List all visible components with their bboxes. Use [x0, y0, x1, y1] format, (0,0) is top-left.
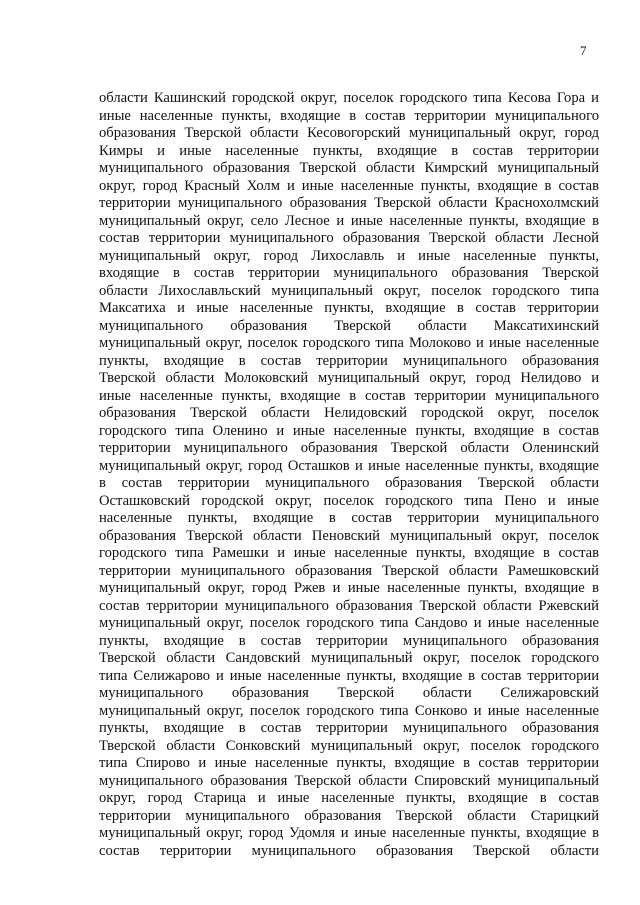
text-line: Тверской области Молоковский муниципальный округ, город Нелидово и	[99, 370, 599, 386]
text-line: муниципального образования Тверской области Кимрский муниципальный	[99, 160, 599, 176]
text-line: населенные пункты, входящие в состав территории муниципального	[99, 510, 599, 526]
text-line: области Лихославльский муниципальный округ, поселок городского типа	[99, 282, 599, 299]
text-line: муниципального образования Тверской области Спировский муниципальный	[99, 772, 599, 789]
text-line: муниципальный округ, село Лесное и иные населенные пункты, входящие в	[99, 212, 599, 229]
text-line: Кимры и иные населенные пункты, входящие в состав территории	[99, 142, 599, 159]
text-line: пункты, входящие в состав территории муниципального образования	[99, 352, 599, 369]
text-line: образования Тверской области Нелидовский городской округ, поселок	[99, 405, 599, 421]
page-number: 7	[580, 43, 587, 58]
body-text	[99, 90, 599, 860]
text-line: в состав территории муниципального образования Тверской области	[99, 475, 599, 491]
text-line: Максатиха и иные населенные пункты, входящие в состав территории	[99, 300, 599, 316]
text-line: муниципальный округ, город Осташков и иные населенные пункты, входящие	[99, 457, 599, 474]
text-line: типа Спирово и иные населенные пункты, входящие в состав территории	[99, 755, 599, 771]
text-line: иные населенные пункты, входящие в состав территории муниципального	[99, 387, 599, 404]
text-line: муниципальный округ, поселок городского типа Сонково и иные населенные	[99, 702, 599, 719]
text-line: состав территории муниципального образования Тверской области Лесной	[99, 230, 599, 246]
text-line: типа Селижарово и иные населенные пункты, входящие в состав территории	[99, 667, 599, 684]
text-line: городского типа Рамешки и иные населенные пункты, входящие в состав	[99, 545, 599, 561]
text-line: муниципальный округ, город Ржев и иные населенные пункты, входящие в	[99, 580, 599, 596]
text-line: образования Тверской области Пеновский муниципальный округ, поселок	[99, 527, 599, 544]
text-line: пункты, входящие в состав территории муниципального образования	[99, 720, 599, 736]
text-line: муниципальный округ, город Лихославль и иные населенные пункты,	[99, 247, 599, 264]
text-line: округ, город Старица и иные населенные пункты, входящие в состав	[99, 790, 599, 806]
text-line: территории муниципального образования Тверской области Рамешковский	[99, 562, 599, 579]
text-line: муниципальный округ, поселок городского типа Сандово и иные населенные	[99, 615, 599, 631]
text-line: городского типа Оленино и иные населенные пункты, входящие в состав	[99, 422, 599, 439]
text-line: состав территории муниципального образования Тверской области	[99, 842, 599, 859]
text-line: Осташковский городской округ, поселок городского типа Пено и иные	[99, 492, 599, 509]
text-line: области Кашинский городской округ, поселок городского типа Кесова Гора и	[99, 90, 599, 106]
text-line: территории муниципального образования Тверской области Оленинский	[99, 440, 599, 456]
text-line: муниципального образования Тверской области Селижаровский	[99, 685, 599, 701]
text-line: состав территории муниципального образования Тверской области Ржевский	[99, 597, 599, 614]
text-line: муниципальный округ, город Удомля и иные населенные пункты, входящие в	[99, 825, 599, 841]
text-line: образования Тверской области Кесовогорский муниципальный округ, город	[99, 125, 599, 141]
text-line: Тверской области Сандовский муниципальный округ, поселок городского	[99, 650, 599, 666]
text-line: Тверской области Сонковский муниципальный округ, поселок городского	[99, 737, 599, 754]
text-line: иные населенные пункты, входящие в состав территории муниципального	[99, 107, 599, 124]
text-line: территории муниципального образования Тверской области Краснохолмский	[99, 195, 599, 211]
text-line: территории муниципального образования Тверской области Старицкий	[99, 807, 599, 824]
text-line: муниципальный округ, поселок городского типа Молоково и иные населенные	[99, 335, 599, 351]
text-line: округ, город Красный Холм и иные населенные пункты, входящие в состав	[99, 177, 599, 194]
text-line: муниципального образования Тверской области Максатихинский	[99, 317, 599, 334]
text-line: входящие в состав территории муниципального образования Тверской	[99, 265, 599, 281]
text-line: пункты, входящие в состав территории муниципального образования	[99, 632, 599, 649]
